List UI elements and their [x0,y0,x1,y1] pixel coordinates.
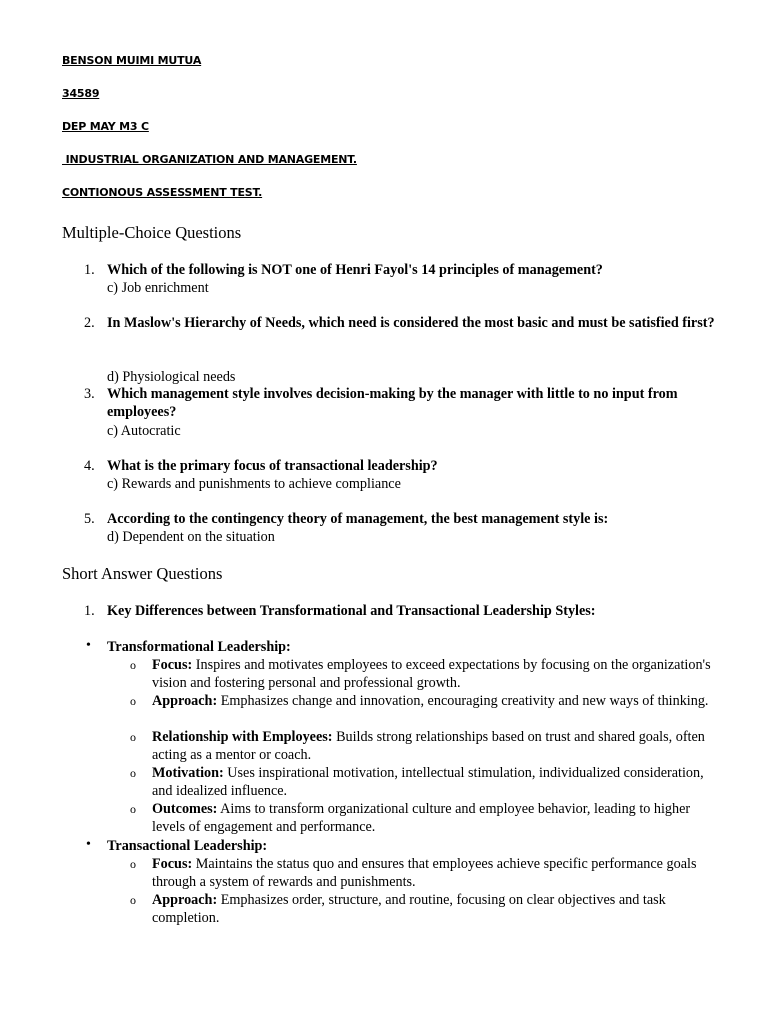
point-label: Focus: [152,657,193,673]
course-title: INDUSTRIAL ORGANIZATION AND MANAGEMENT. [62,153,357,166]
point-label: Approach: [152,693,218,709]
mcq-answer: d) Physiological needs [107,369,236,385]
sub-bullet-icon: o [130,730,136,744]
class-code: DEP MAY M3 C [62,120,149,133]
transformational-point [152,692,718,710]
mcq-heading: Multiple-Choice Questions [62,223,242,242]
mcq-number: 3. [84,386,95,402]
sub-bullet-icon: o [130,694,136,708]
point-text: Builds strong relationships based on trust and shared goals, often acting as a mentor or coach. [152,729,705,763]
student-id: 34589 [62,87,100,100]
sub-bullet-icon: o [130,766,136,780]
mcq-number: 2. [84,315,95,331]
sub-bullet-icon: o [130,857,136,871]
point-text: Aims to transform organizational culture and employee behavior, leading to higher levels of engagement and performance. [152,801,691,835]
mcq-question: What is the primary focus of transactional leadership? [107,458,438,474]
point-text: Uses inspirational motivation, intellectual stimulation, individualized consideration, and idealized influence. [152,765,704,799]
point-label: Outcomes: [152,801,218,817]
sub-bullet-icon: o [130,893,136,907]
sub-bullet-icon: o [130,802,136,816]
saq-question: Key Differences between Transformational and Transactional Leadership Styles: [107,603,596,619]
point-label: Focus: [152,856,193,872]
mcq-number: 4. [84,458,95,474]
point-text: Inspires and motivates employees to exceed expectations by focusing on the organization's vision and fostering personal and professional growth. [152,657,711,691]
bullet-icon: • [86,638,91,653]
transformational-point [152,728,718,764]
point-text: Maintains the status quo and ensures that employees achieve specific performance goals through a system of rewards and punishments. [152,856,697,890]
sub-bullet-icon: o [130,658,136,672]
transactional-point [152,891,718,927]
mcq-question: In Maslow's Hierarchy of Needs, which need is considered the most basic and must be satisfied first? [107,315,715,331]
point-text: Emphasizes change and innovation, encouraging creativity and new ways of thinking. [217,693,709,709]
saq-number: 1. [84,603,95,619]
mcq-answer: c) Rewards and punishments to achieve compliance [107,476,401,492]
transformational-point [152,656,718,692]
mcq-question: According to the contingency theory of management, the best management style is: [107,511,609,527]
point-label: Approach: [152,892,218,908]
mcq-question: Which of the following is NOT one of Henri Fayol's 14 principles of management? [107,262,603,278]
student-name: BENSON MUIMI MUTUA [62,54,202,67]
transactional-title: Transactional Leadership: [107,838,268,854]
test-title: CONTIONOUS ASSESSMENT TEST. [62,186,263,199]
mcq-question: Which management style involves decision-making by the manager with little to no input from employees? [107,386,678,420]
bullet-icon: • [86,837,91,852]
mcq-answer: c) Autocratic [107,423,181,439]
mcq-answer: d) Dependent on the situation [107,529,275,545]
point-label: Motivation: [152,765,224,781]
transformational-point [152,764,718,800]
transactional-point [152,855,718,891]
point-text: Emphasizes order, structure, and routine, focusing on clear objectives and task completion. [152,892,666,926]
saq-heading: Short Answer Questions [62,564,223,583]
point-label: Relationship with Employees: [152,729,333,745]
mcq-number: 1. [84,262,95,278]
mcq-answer: c) Job enrichment [107,280,209,296]
transformational-title: Transformational Leadership: [107,639,291,655]
mcq-number: 5. [84,511,95,527]
transformational-point [152,800,718,836]
